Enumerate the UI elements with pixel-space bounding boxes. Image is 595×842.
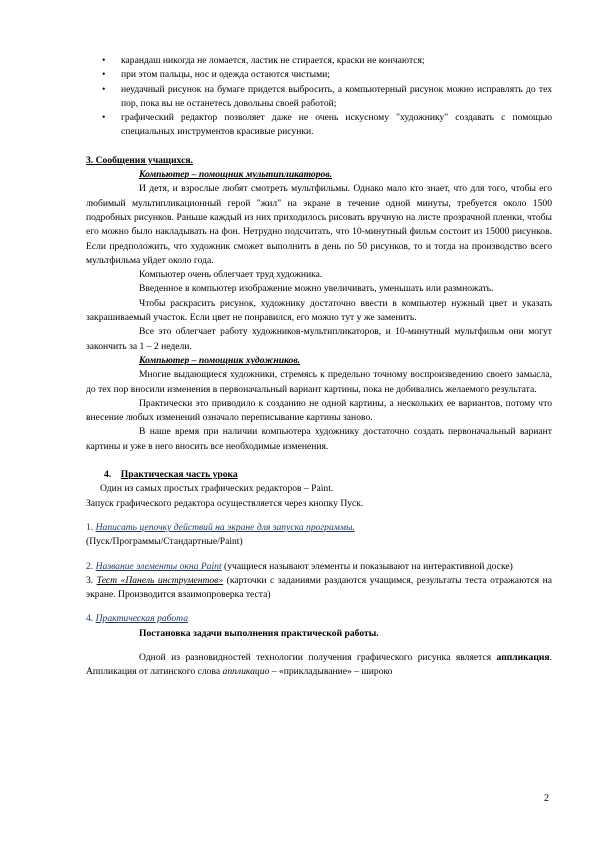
advantages-list bbox=[102, 54, 552, 140]
section-4-heading: 4. Практическая часть урока bbox=[104, 469, 238, 481]
paragraph: И детя, и взрослые любят смотреть мультфильмы. Однако мало кто знает, что для того, чтобы его любимый мультипликационный герой "жил" на экране в течение одной минуты, требуется около 1500 подробных рисунков. Раньше каждый из них приходилось рисовать вручную на листе прозрачной пленки, чтобы его можно было накладывать на фон. Нетрудно подсчитать, что 10-минутный фильм состоит из 15000 рисунков. Если предположить, что художник сможет выполнить в день по 50 рисунков, то и тогда на производство всего мультфильма уйдет около года. bbox=[86, 183, 552, 266]
subheading-animators: Компьютер – помощник мультипликаторов. bbox=[139, 169, 333, 181]
practical-heading: 4. Практическая работа bbox=[86, 613, 189, 625]
subheading-artists: Компьютер – помощник художников. bbox=[139, 354, 301, 366]
page-content bbox=[86, 54, 552, 680]
paragraph: Один из самых простых графических редакторов – Paint. bbox=[100, 483, 334, 495]
task-1-answer: (Пуск/Программы/Стандартные/Paint) bbox=[86, 536, 243, 548]
list-item: • карандаш никогда не ломается, ластик не стирается, краски не кончаются; bbox=[102, 54, 552, 68]
bullet-icon: • bbox=[102, 55, 106, 66]
section-3-heading: 3. Сообщения учащихся. bbox=[86, 154, 193, 166]
paragraph: Многие выдающиеся художники, стремясь к предельно точному воспроизведению своего замысла, до тех пор вносили изменения в первоначальный вариант картины, пока не добивались желаемого результата. bbox=[86, 369, 552, 395]
task-3: 3. Тест «Панель инструментов» (карточки с заданиями раздаются учащимся, результаты теста отражаются на экране. Производится взаимопроверка теста) bbox=[86, 574, 552, 601]
paragraph: Практически это приводило к созданию не одной картины, а нескольких ее вариантов, потому что внесение любых изменений означало переписывание картины заново. bbox=[86, 397, 552, 424]
task-1: 1. Написать цепочку действий на экране для запуска программы. bbox=[86, 521, 355, 533]
paragraph: Все это облегчает работу художников-мультипликаторов, и 10-минутный мультфильм они могут закончить за 1 – 2 недели. bbox=[86, 326, 552, 352]
paragraph: Одной из разновидностей технологии получения графического рисунка является аппликация. Аппликация от латинского слова аппликацио – «прикладывание» – широко bbox=[86, 651, 552, 678]
paragraph: В наше время при наличии компьютера художнику достаточно создать первоначальный вариант картины и уже в него вносить все необходимые изменения. bbox=[86, 426, 552, 452]
list-item: • графический редактор позволяет даже не очень искусному "художнику" создавать с помощью специальных инструментов красивые рисунки. bbox=[102, 112, 552, 138]
paragraph: Введенное в компьютер изображение можно увеличивать, уменьшать или размножать. bbox=[139, 283, 494, 295]
task-2: 2. Название элементы окна Paint (учащиеся называют элементы и показывают на интерактивной доске) bbox=[86, 560, 513, 572]
bullet-icon: • bbox=[102, 69, 106, 81]
page-number: 2 bbox=[544, 793, 549, 804]
paragraph: Запуск графического редактора осуществляется через кнопку Пуск. bbox=[86, 497, 364, 509]
bullet-icon: • bbox=[102, 83, 106, 95]
list-item: • неудачный рисунок на бумаге придется выбросить, а компьютерный рисунок можно исправлять до тех пор, пока вы не останетесь довольны своей работой; bbox=[102, 83, 552, 109]
list-item: • при этом пальцы, нос и одежда остаются чистыми; bbox=[102, 68, 552, 82]
paragraph: Компьютер очень облегчает труд художника. bbox=[139, 269, 323, 281]
paragraph: Чтобы раскрасить рисунок, художнику достаточно ввести в компьютер нужный цвет и указать закрашиваемый участок. Если цвет не понравился, его можно тут у же заменить. bbox=[86, 297, 552, 324]
practical-task: Постановка задачи выполнения практической работы. bbox=[139, 627, 379, 639]
bullet-icon: • bbox=[102, 112, 106, 124]
